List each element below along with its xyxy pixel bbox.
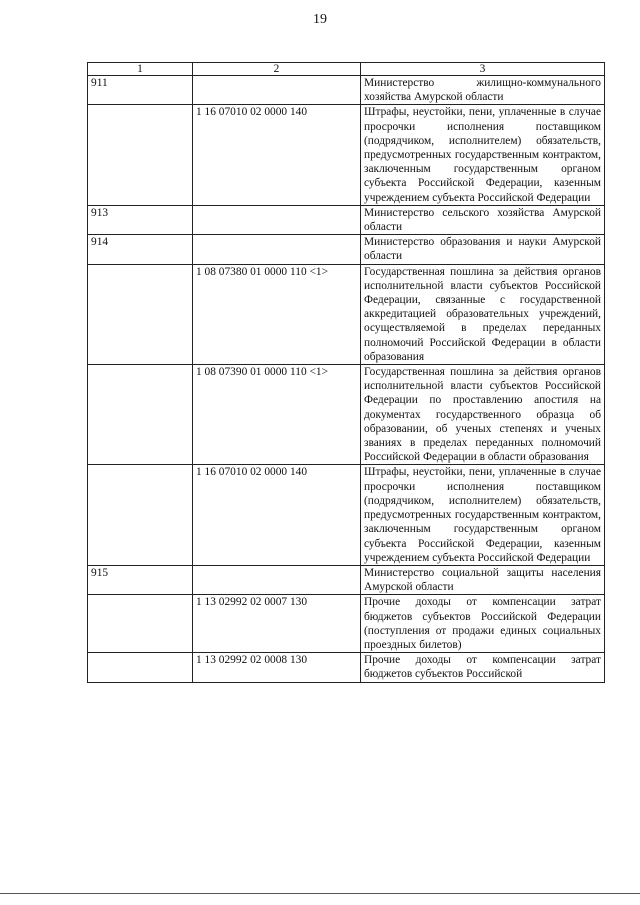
description-cell: Министерство образования и науки Амурской области [361, 235, 605, 264]
revenue-code-cell [193, 235, 361, 264]
revenue-table [87, 62, 605, 683]
revenue-code-cell [193, 205, 361, 234]
description-cell: Штрафы, неустойки, пени, уплаченные в случае просрочки исполнения поставщиком (подрядчиком, исполнителем) обязательств, предусмотренных государственным контрактом, заключенным государственным органом субъекта Российской Федерации, казенным учреждением субъекта Российской Федерации [361, 465, 605, 565]
admin-code-cell [88, 365, 193, 465]
revenue-code-cell: 1 08 07380 01 0000 110 <1> [193, 264, 361, 364]
page-bottom-rule [0, 893, 640, 894]
description-cell: Министерство жилищно-коммунального хозяйства Амурской области [361, 76, 605, 105]
admin-code-cell [88, 595, 193, 653]
revenue-code-cell: 1 16 07010 02 0000 140 [193, 105, 361, 205]
description-cell: Прочие доходы от компенсации затрат бюджетов субъектов Российской Федерации (поступления от продажи единых социальных проездных билетов) [361, 595, 605, 653]
admin-code-cell [88, 465, 193, 565]
admin-code-cell: 913 [88, 205, 193, 234]
description-cell: Министерство сельского хозяйства Амурской области [361, 205, 605, 234]
table-row [88, 205, 605, 234]
description-cell: Прочие доходы от компенсации затрат бюджетов субъектов Российской [361, 653, 605, 682]
page-number: 19 [313, 12, 327, 27]
column-header: 2 [193, 63, 361, 76]
description-cell: Министерство социальной защиты населения Амурской области [361, 565, 605, 594]
table-row [88, 465, 605, 565]
admin-code-cell: 914 [88, 235, 193, 264]
column-header: 3 [361, 63, 605, 76]
admin-code-cell [88, 105, 193, 205]
description-cell: Государственная пошлина за действия органов исполнительной власти субъектов Российской Федерации, связанные с государственной аккредитацией образовательных учреждений, осуществляемой в пределах переданных полномочий Российской Федерации в области образования [361, 264, 605, 364]
admin-code-cell: 915 [88, 565, 193, 594]
table-row [88, 595, 605, 653]
table-row [88, 76, 605, 105]
revenue-code-cell: 1 16 07010 02 0000 140 [193, 465, 361, 565]
description-cell: Государственная пошлина за действия органов исполнительной власти субъектов Российской Федерации по проставлению апостиля на документах государственного образца об образовании, об ученых степенях и ученых званиях в пределах переданных полномочий Российской Федерации в области образования [361, 365, 605, 465]
admin-code-cell [88, 653, 193, 682]
revenue-code-cell: 1 13 02992 02 0008 130 [193, 653, 361, 682]
column-header: 1 [88, 63, 193, 76]
table-row [88, 565, 605, 594]
admin-code-cell: 911 [88, 76, 193, 105]
table-row [88, 105, 605, 205]
table-row [88, 365, 605, 465]
revenue-code-cell: 1 08 07390 01 0000 110 <1> [193, 365, 361, 465]
table-row [88, 653, 605, 682]
description-cell: Штрафы, неустойки, пени, уплаченные в случае просрочки исполнения поставщиком (подрядчиком, исполнителем) обязательств, предусмотренных государственным контрактом, заключенным государственным органом субъекта Российской Федерации, казенным учреждением субъекта Российской Федерации [361, 105, 605, 205]
table-row [88, 235, 605, 264]
admin-code-cell [88, 264, 193, 364]
revenue-code-cell [193, 565, 361, 594]
revenue-code-cell: 1 13 02992 02 0007 130 [193, 595, 361, 653]
table-header-row [88, 63, 605, 76]
table-row [88, 264, 605, 364]
revenue-code-cell [193, 76, 361, 105]
